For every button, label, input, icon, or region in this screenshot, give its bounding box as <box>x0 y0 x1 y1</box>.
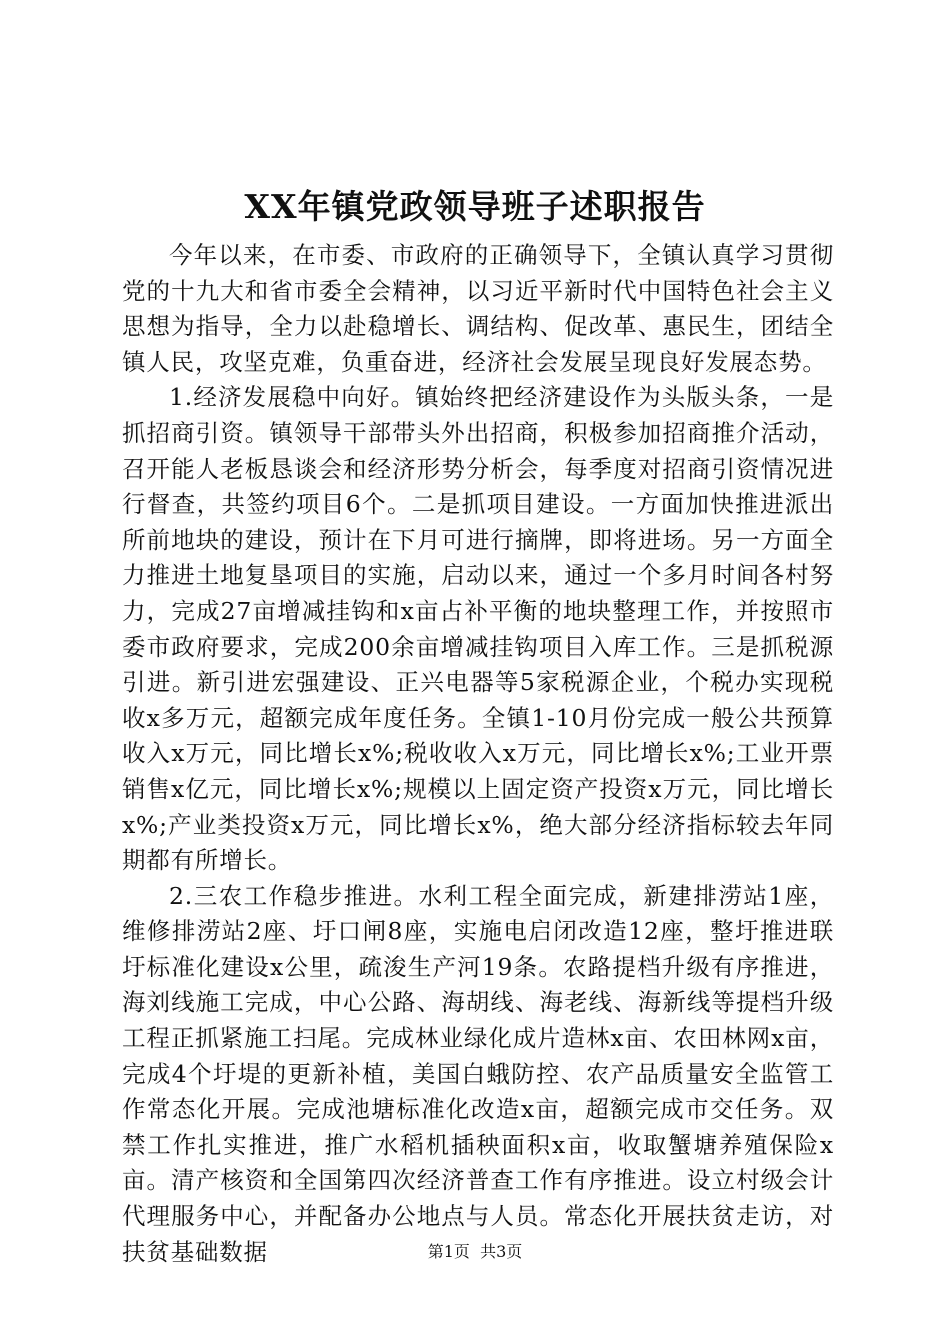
page-number-footer: 第1页 共3页 <box>427 1242 523 1261</box>
document-title: XX年镇党政领导班子述职报告 <box>244 187 706 226</box>
document-body <box>122 238 834 1270</box>
agriculture-paragraph: 2.三农工作稳步推进。水利工程全面完成，新建排涝站1座，维修排涝站2座、圩口闸8座，实施电启闭改造12座，整圩推进联圩标准化建设x公里，疏浚生产河19条。农路提档升级有序推进，海刘线施工完成，中心公路、海胡线、海老线、海新线等提档升级工程正抓紧施工扫尾。完成林业绿化成片造林x亩、农田林网x亩，完成4个圩堤的更新补植，美国白蛾防控、农产品质量安全监管工作常态化开展。完成池塘标准化改造x亩，超额完成市交任务。双禁工作扎实推进，推广水稻机插秧面积x亩，收取蟹塘养殖保险x亩。清产核资和全国第四次经济普查工作有序推进。设立村级会计代理服务中心，并配备办公地点与人员。常态化开展扶贫走访，对扶贫基础数据 <box>122 881 834 1266</box>
intro-paragraph: 今年以来，在市委、市政府的正确领导下，全镇认真学习贯彻党的十九大和省市委全会精神，以习近平新时代中国特色社会主义思想为指导，全力以赴稳增长、调结构、促改革、惠民生，团结全镇人民，攻坚克难，负重奋进，经济社会发展呈现良好发展态势。 <box>122 241 834 376</box>
economy-paragraph: 1.经济发展稳中向好。镇始终把经济建设作为头版头条，一是抓招商引资。镇领导干部带头外出招商，积极参加招商推介活动，召开能人老板恳谈会和经济形势分析会，每季度对招商引资情况进行督查，共签约项目6个。二是抓项目建设。一方面加快推进派出所前地块的建设，预计在下月可进行摘牌，即将进场。另一方面全力推进土地复垦项目的实施，启动以来，通过一个多月时间各村努力，完成27亩增减挂钩和x亩占补平衡的地块整理工作，并按照市委市政府要求，完成200余亩增减挂钩项目入库工作。三是抓税源引进。新引进宏强建设、正兴电器等5家税源企业，个税办实现税收x多万元，超额完成年度任务。全镇1-10月份完成一般公共预算收入x万元，同比增长x%;税收收入x万元，同比增长x%;工业开票销售x亿元，同比增长x%;规模以上固定资产投资x万元，同比增长x%;产业类投资x万元，同比增长x%，绝大部分经济指标较去年同期都有所增长。 <box>122 383 834 875</box>
